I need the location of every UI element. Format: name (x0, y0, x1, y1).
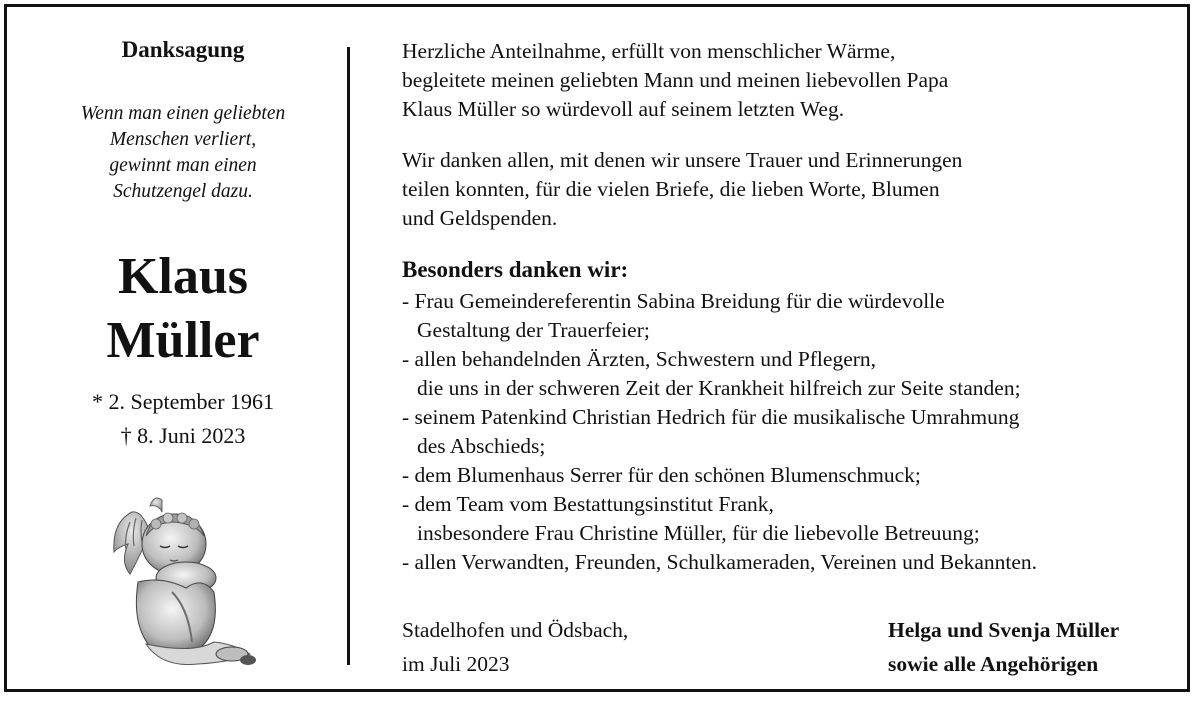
list-item-text: - allen Verwandten, Freunden, Schulkameraden, Vereinen und Bekannten. (402, 550, 1038, 574)
list-item (402, 287, 1037, 345)
death-date: † 8. Juni 2023 (120, 423, 246, 448)
list-item (402, 548, 1037, 577)
list-item-text: - Frau Gemeindereferentin Sabina Breidung für die würdevolle (402, 289, 945, 313)
list-item-text: - seinem Patenkind Christian Hedrich für die musikalische Umrahmung (402, 405, 1020, 429)
thanks-heading: Besonders danken wir: (402, 257, 629, 282)
birth-date: * 2. September 1961 (91, 389, 275, 414)
date: im Juli 2023 (402, 652, 510, 676)
signers (888, 613, 1119, 681)
motto-line: Schutzengel dazu. (113, 181, 253, 202)
list-item-text: - allen behandelnden Ärzten, Schwestern und Pflegern, (402, 347, 877, 371)
text-line: begleitete meinen geliebten Mann und meinen liebevollen Papa (402, 68, 949, 92)
motto-line: gewinnt man einen (109, 155, 257, 176)
text-line: Wir danken allen, mit denen wir unsere Trauer und Erinnerungen (402, 148, 963, 172)
list-item-continuation: die uns in der schweren Zeit der Krankheit hilfreich zur Seite standen; (417, 376, 1021, 400)
motto-line: Menschen verliert, (109, 129, 257, 150)
list-item-continuation: Gestaltung der Trauerfeier; (417, 318, 650, 342)
text-line: Klaus Müller so würdevoll auf seinem letzten Weg. (402, 97, 845, 121)
life-dates (7, 385, 359, 453)
list-item-text: - dem Team vom Bestattungsinstitut Frank, (402, 492, 774, 516)
list-item-text: - dem Blumenhaus Serrer für den schönen Blumenschmuck; (402, 463, 921, 487)
place: Stadelhofen und Ödsbach, (402, 618, 629, 642)
first-name: Klaus (117, 248, 249, 305)
column-divider (347, 47, 350, 665)
list-item (402, 403, 1037, 461)
signer-line: Helga und Svenja Müller (888, 618, 1120, 642)
place-and-date (402, 613, 628, 681)
right-column (402, 7, 1182, 689)
list-item-continuation: des Abschieds; (417, 434, 546, 458)
paragraph-anteilnahme (402, 37, 948, 124)
thanks-list (402, 287, 1037, 577)
last-name: Müller (106, 312, 260, 369)
text-line: und Geldspenden. (402, 206, 558, 230)
obituary-card (4, 4, 1190, 692)
list-item (402, 461, 1037, 490)
motto (7, 101, 359, 205)
signer-line: sowie alle Angehörigen (888, 652, 1099, 676)
motto-line: Wenn man einen geliebten (80, 103, 286, 124)
list-item (402, 490, 1037, 548)
paragraph-dank (402, 146, 962, 233)
text-line: Herzliche Anteilnahme, erfüllt von menschlicher Wärme, (402, 39, 896, 63)
angel-icon (102, 492, 257, 672)
text-line: teilen konnten, für die vielen Briefe, die lieben Worte, Blumen (402, 177, 940, 201)
list-item (402, 345, 1037, 403)
deceased-name (7, 245, 359, 373)
left-column (7, 7, 359, 689)
heading: Danksagung (121, 37, 245, 62)
list-item-continuation: insbesondere Frau Christine Müller, für die liebevolle Betreuung; (417, 521, 980, 545)
